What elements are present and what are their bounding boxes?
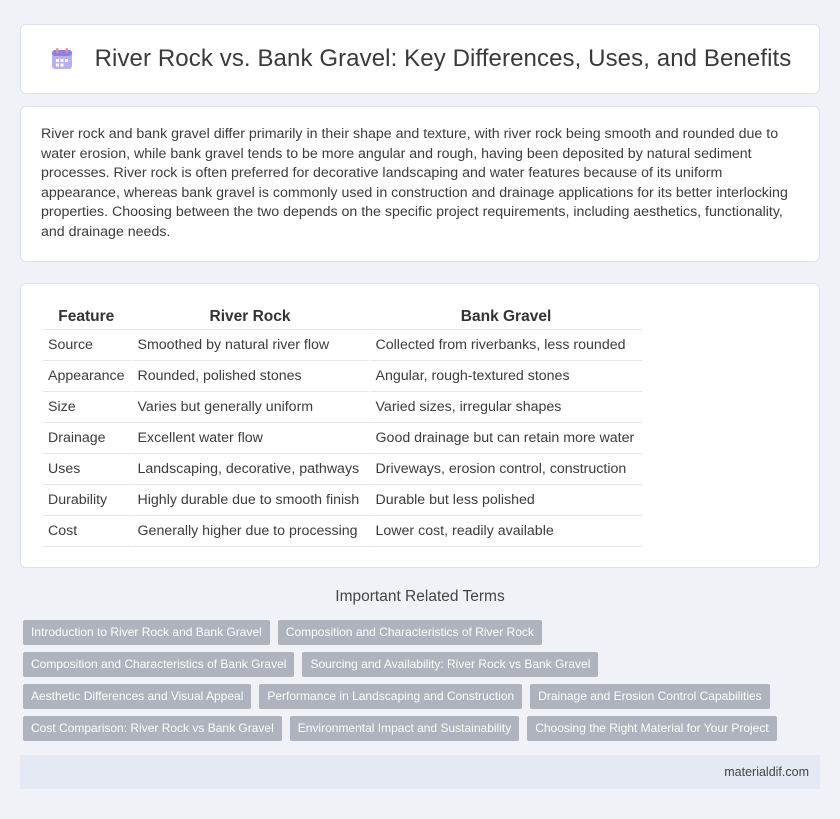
river-rock-cell: Excellent water flow [133, 423, 371, 454]
table-row [43, 516, 642, 547]
river-rock-cell: Varies but generally uniform [133, 392, 371, 423]
related-terms-title: Important Related Terms [335, 588, 505, 605]
table-row [43, 423, 642, 454]
river-rock-cell: Rounded, polished stones [133, 361, 371, 392]
bank-gravel-cell: Lower cost, readily available [371, 516, 642, 547]
header-feature: Feature [43, 304, 133, 330]
feature-cell: Source [43, 330, 133, 361]
river-rock-cell: Generally higher due to processing [133, 516, 371, 547]
bank-gravel-cell: Collected from riverbanks, less rounded [371, 330, 642, 361]
table-row [43, 330, 642, 361]
table-row [43, 454, 642, 485]
bank-gravel-cell: Good drainage but can retain more water [371, 423, 642, 454]
river-rock-cell: Smoothed by natural river flow [133, 330, 371, 361]
feature-cell: Durability [43, 485, 133, 516]
feature-cell: Drainage [43, 423, 133, 454]
related-term-tag[interactable]: Cost Comparison: River Rock vs Bank Gravel [23, 716, 282, 741]
bank-gravel-cell: Durable but less polished [371, 485, 642, 516]
page-header [20, 24, 820, 94]
comparison-table [43, 304, 642, 547]
header-bank-gravel: Bank Gravel [371, 304, 642, 330]
calendar-icon [49, 46, 75, 72]
related-term-tag[interactable]: Composition and Characteristics of River Rock [278, 620, 542, 645]
river-rock-cell: Highly durable due to smooth finish [133, 485, 371, 516]
bank-gravel-cell: Varied sizes, irregular shapes [371, 392, 642, 423]
related-term-tag[interactable]: Aesthetic Differences and Visual Appeal [23, 684, 251, 709]
table-row [43, 392, 642, 423]
page-title: River Rock vs. Bank Gravel: Key Differences, Uses, and Benefits [94, 45, 792, 72]
river-rock-cell: Landscaping, decorative, pathways [133, 454, 371, 485]
related-term-tag[interactable]: Environmental Impact and Sustainability [290, 716, 519, 741]
feature-cell: Appearance [43, 361, 133, 392]
related-terms-list [23, 620, 823, 748]
header-river-rock: River Rock [133, 304, 371, 330]
related-term-tag[interactable]: Choosing the Right Material for Your Project [527, 716, 776, 741]
feature-cell: Size [43, 392, 133, 423]
related-term-tag[interactable]: Drainage and Erosion Control Capabilities [530, 684, 769, 709]
table-row [43, 361, 642, 392]
page-footer [20, 755, 820, 789]
related-term-tag[interactable]: Sourcing and Availability: River Rock vs Bank Gravel [302, 652, 598, 677]
feature-cell: Cost [43, 516, 133, 547]
related-term-tag[interactable]: Introduction to River Rock and Bank Gravel [23, 620, 270, 645]
table-row [43, 485, 642, 516]
comparison-table-card [20, 283, 820, 568]
bank-gravel-cell: Angular, rough-textured stones [371, 361, 642, 392]
related-term-tag[interactable]: Composition and Characteristics of Bank Gravel [23, 652, 294, 677]
related-term-tag[interactable]: Performance in Landscaping and Construction [259, 684, 522, 709]
feature-cell: Uses [43, 454, 133, 485]
bank-gravel-cell: Driveways, erosion control, construction [371, 454, 642, 485]
intro-paragraph: River rock and bank gravel differ primarily in their shape and texture, with river rock being smooth and rounded due to water erosion, while bank gravel tends to be more angular and rough, having been deposited by natural sediment processes. River rock is often preferred for decorative landscaping and water features because of its uniform appearance, whereas bank gravel is commonly used in construction and drainage applications for its better interlocking properties. Choosing between the two depends on the specific project requirements, including aesthetics, functionality, and drainage needs. [41, 126, 788, 240]
intro-section [20, 106, 820, 262]
footer-site-link[interactable]: materialdif.com [724, 765, 809, 779]
table-header-row [43, 304, 642, 330]
